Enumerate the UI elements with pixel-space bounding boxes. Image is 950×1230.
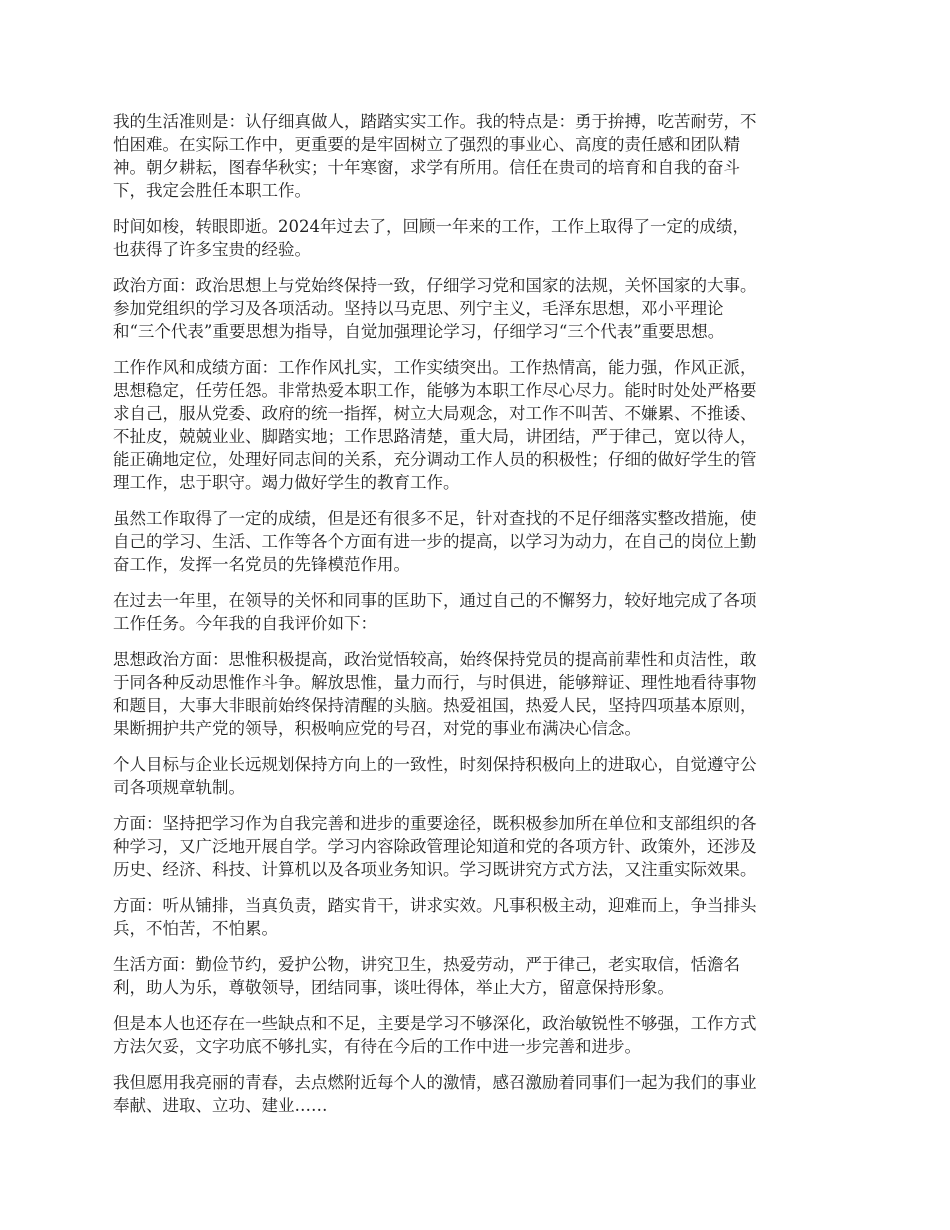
- paragraph-ideological: 思想政治方面：思惟积极提高，政治觉悟较高，始终保持党员的提高前辈性和贞洁性，敢 于同各种反动思惟作斗争。解放思惟，量力而行，与时俱进，能够辩证、理性地看待事物 和题目，大事大非眼前始终保持清醒的头脑。热爱祖国，热爱人民，坚持四项基本原则， 果断拥护共产党的领导，积极响应党的号召，对党的事业布满决心信念。: [113, 650, 757, 738]
- paragraph-work-style: 工作作风和成绩方面：工作作风扎实，工作实绩突出。工作热情高，能力强，作风正派， 思想稳定，任劳任怨。非常热爱本职工作，能够为本职工作尽心尽力。能时时处处严格要 求自己，服从党委、政府的统一指挥，树立大局观念，对工作不叫苦、不嫌累、不推诿、 不扯皮，兢兢业业、脚踏实地；工作思路清楚，重大局，讲团结，严于律己，宽以待人， 能正确地定位，处理好同志间的关系，充分调动工作人员的积极性；仔细的做好学生的管 理工作，忠于职守。竭力做好学生的教育工作。: [113, 358, 757, 492]
- paragraph-life-principles: 我的生活准则是：认仔细真做人，踏踏实实工作。我的特点是：勇于拚搏，吃苦耐劳，不 怕困难。在实际工作中，更重要的是牢固树立了强烈的事业心、高度的责任感和团队精 神。朝夕耕耘，图春华秋实；十年寒窗，求学有所用。信任在贵司的培育和自我的奋斗 下，我定会胜任本职工作。: [113, 112, 757, 200]
- paragraph-shortcomings-improvement: 虽然工作取得了一定的成绩，但是还有很多不足，针对查找的不足仔细落实整改措施，使 自己的学习、生活、工作等各个方面有进一步的提高，以学习为动力，在自己的岗位上勤 奋工作，发挥一名党员的先锋模范作用。: [113, 509, 757, 574]
- paragraph-personal-goals: 个人目标与企业长远规划保持方向上的一致性，时刻保持积极向上的进取心，自觉遵守公 司各项规章轨制。: [113, 755, 757, 797]
- paragraph-year-review: 时间如梭，转眼即逝。2024年过去了，回顾一年来的工作，工作上取得了一定的成绩， 也获得了许多宝贵的经验。: [113, 217, 749, 259]
- paragraph-closing: 我但愿用我亮丽的青春，去点燃附近每个人的激情，感召激励着同事们一起为我们的事业 奉献、进取、立功、建业……: [113, 1073, 757, 1115]
- paragraph-political: 政治方面：政治思想上与党始终保持一致，仔细学习党和国家的法规，关怀国家的大事。 参加党组织的学习及各项活动。坚持以马克思、列宁主义，毛泽东思想，邓小平理论 和“三个代表”重要思想为指导，自觉加强理论学习，仔细学习“三个代表”重要思想。: [113, 276, 757, 341]
- paragraph-life: 生活方面：勤俭节约，爱护公物，讲究卫生，热爱劳动，严于律己，老实取信，恬澹名 利，助人为乐，尊敬领导，团结同事，谈吐得体，举止大方，留意保持形象。: [113, 955, 740, 997]
- paragraph-deficiencies: 但是本人也还存在一些缺点和不足，主要是学习不够深化，政治敏锐性不够强，工作方式 方法欠妥，文字功底不够扎实，有待在今后的工作中进一步完善和进步。: [113, 1014, 757, 1056]
- document-body: [113, 110, 841, 1130]
- paragraph-study: 方面：坚持把学习作为自我完善和进步的重要途径，既积极参加所在单位和支部组织的各 种学习，又广泛地开展自学。学习内容除政管理论知道和党的各项方针、政策外，还涉及 历史、经济、科技、计算机以及各项业务知识。学习既讲究方式方法，又注重实际效果。: [113, 814, 757, 879]
- paragraph-past-year: 在过去一年里，在领导的关怀和同事的匡助下，通过自己的不懈努力，较好地完成了各项 工作任务。今年我的自我评价如下：: [113, 591, 757, 633]
- paragraph-work-attitude: 方面：听从铺排，当真负责，踏实肯干，讲求实效。凡事积极主动，迎难而上，争当排头 兵，不怕苦，不怕累。: [113, 896, 757, 938]
